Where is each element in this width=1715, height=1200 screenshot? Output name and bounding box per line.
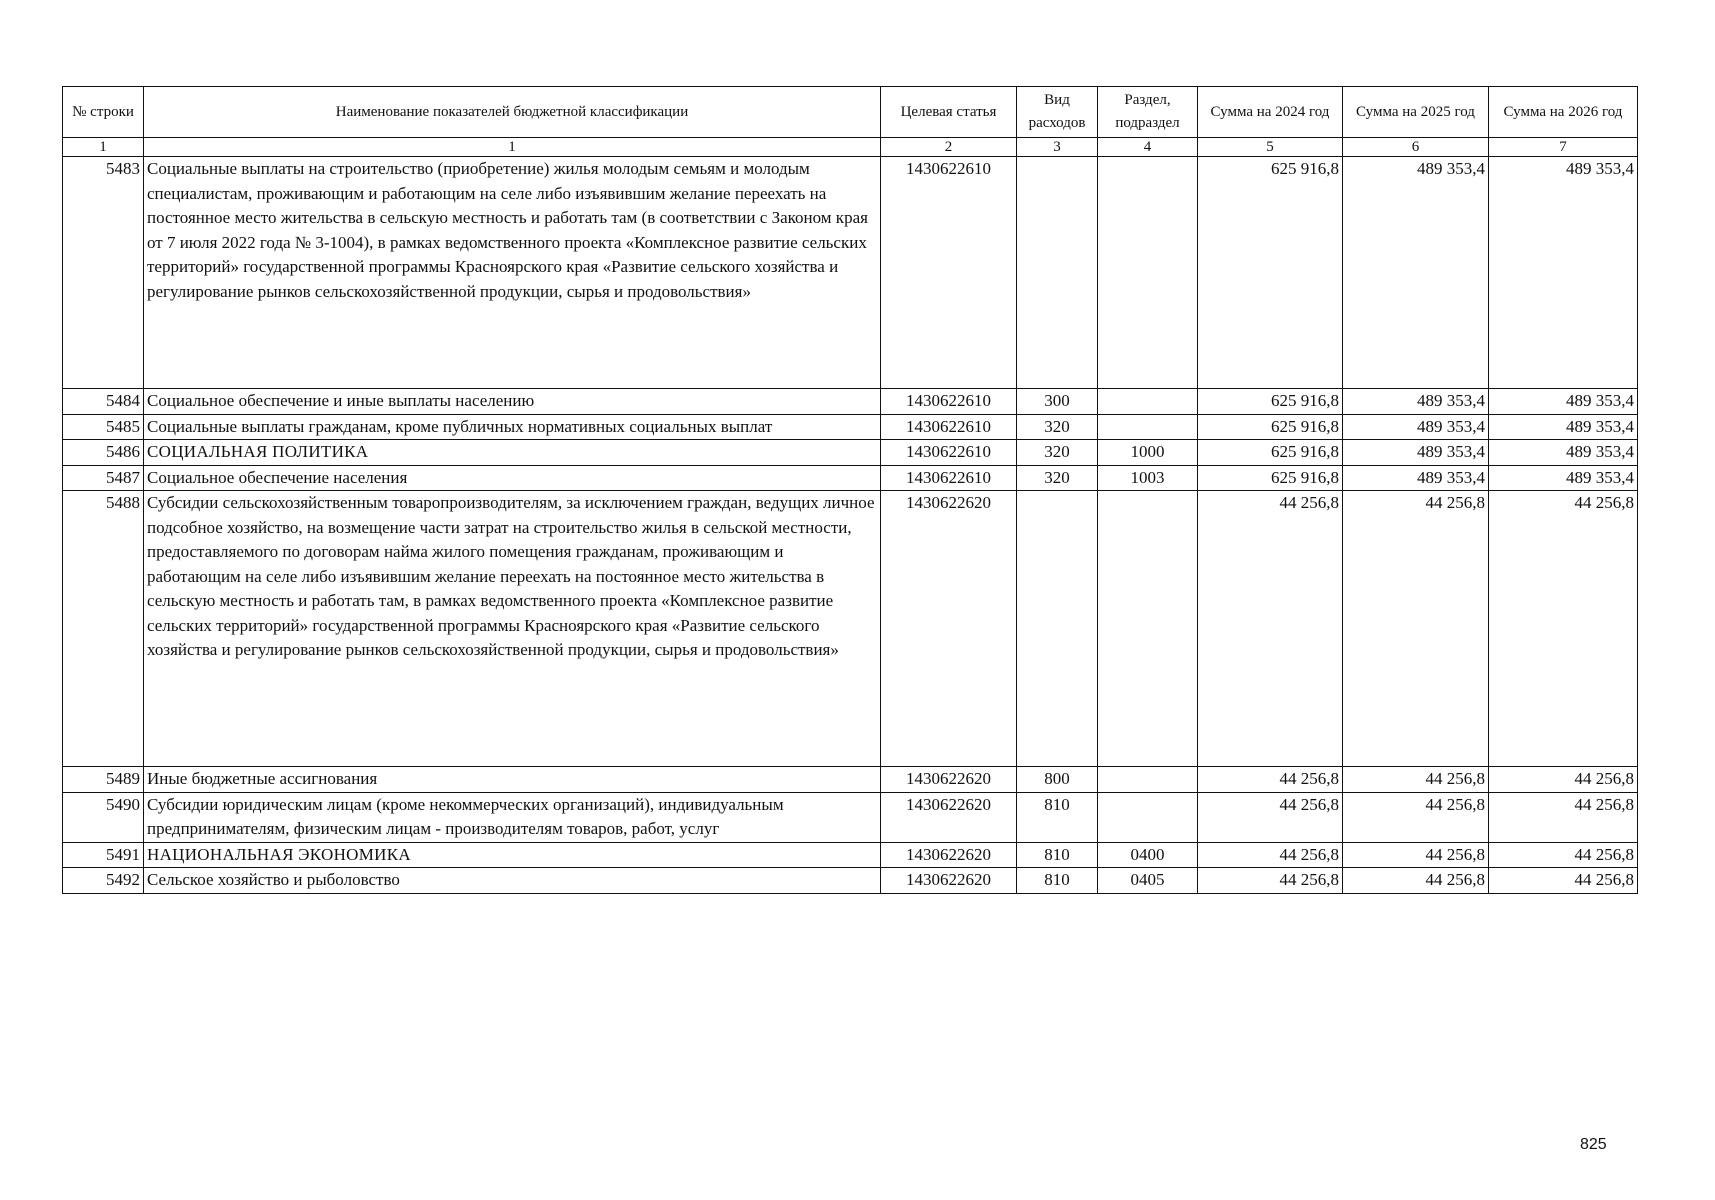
- target-article: 1430622610: [881, 157, 1017, 389]
- target-article: 1430622610: [881, 465, 1017, 491]
- sum-2024: 44 256,8: [1198, 767, 1343, 793]
- sum-2025: 489 353,4: [1343, 414, 1489, 440]
- row-number: 5490: [63, 792, 144, 842]
- expense-type: 320: [1017, 465, 1098, 491]
- section-code: [1098, 157, 1198, 389]
- expense-type: 810: [1017, 868, 1098, 894]
- row-number: 5488: [63, 491, 144, 767]
- sum-2025: 489 353,4: [1343, 465, 1489, 491]
- row-number: 5484: [63, 389, 144, 415]
- header-section: Раздел, подраздел: [1098, 87, 1198, 138]
- column-numbers-row: [63, 138, 1638, 157]
- row-number: 5483: [63, 157, 144, 389]
- section-code: [1098, 491, 1198, 767]
- table-row: [63, 767, 1638, 793]
- row-number: 5489: [63, 767, 144, 793]
- sum-2026: 489 353,4: [1489, 440, 1638, 466]
- table-body: [63, 157, 1638, 894]
- table-row: [63, 389, 1638, 415]
- header-sum-2026: Сумма на 2026 год: [1489, 87, 1638, 138]
- section-code: 1003: [1098, 465, 1198, 491]
- section-code: [1098, 389, 1198, 415]
- expense-type: [1017, 491, 1098, 767]
- sum-2024: 625 916,8: [1198, 389, 1343, 415]
- sum-2026: 44 256,8: [1489, 792, 1638, 842]
- table-header-row: [63, 87, 1638, 138]
- header-name: Наименование показателей бюджетной классификации: [144, 87, 881, 138]
- table-row: [63, 491, 1638, 767]
- column-number: 1: [63, 138, 144, 157]
- target-article: 1430622610: [881, 440, 1017, 466]
- indicator-name: Социальные выплаты на строительство (приобретение) жилья молодым семьям и молодым специалистам, проживающим и работающим на селе либо изъявившим желание переехать на постоянное место жительства в сельскую местность и работать там (в соответствии с Законом края от 7 июля 2022 года № 3-1004), в рамках ведомственного проекта «Комплексное развитие сельских территорий» государственной программы Красноярского края «Развитие сельского хозяйства и регулирование рынков сельскохозяйственной продукции, сырья и продовольствия»: [144, 157, 881, 389]
- section-code: 0400: [1098, 842, 1198, 868]
- target-article: 1430622610: [881, 414, 1017, 440]
- indicator-name: Социальные выплаты гражданам, кроме публичных нормативных социальных выплат: [144, 414, 881, 440]
- sum-2025: 44 256,8: [1343, 842, 1489, 868]
- section-code: [1098, 792, 1198, 842]
- sum-2024: 44 256,8: [1198, 842, 1343, 868]
- header-expense-type: Вид расходов: [1017, 87, 1098, 138]
- sum-2025: 489 353,4: [1343, 389, 1489, 415]
- sum-2025: 44 256,8: [1343, 868, 1489, 894]
- indicator-name: НАЦИОНАЛЬНАЯ ЭКОНОМИКА: [144, 842, 881, 868]
- row-number: 5486: [63, 440, 144, 466]
- sum-2026: 489 353,4: [1489, 157, 1638, 389]
- row-number: 5487: [63, 465, 144, 491]
- sum-2025: 489 353,4: [1343, 440, 1489, 466]
- sum-2024: 625 916,8: [1198, 414, 1343, 440]
- sum-2026: 44 256,8: [1489, 842, 1638, 868]
- column-number: 5: [1198, 138, 1343, 157]
- expense-type: [1017, 157, 1098, 389]
- sum-2025: 44 256,8: [1343, 767, 1489, 793]
- sum-2025: 44 256,8: [1343, 792, 1489, 842]
- sum-2025: 489 353,4: [1343, 157, 1489, 389]
- sum-2024: 625 916,8: [1198, 465, 1343, 491]
- section-code: [1098, 414, 1198, 440]
- table-row: [63, 157, 1638, 389]
- target-article: 1430622610: [881, 389, 1017, 415]
- sum-2026: 44 256,8: [1489, 868, 1638, 894]
- sum-2024: 44 256,8: [1198, 792, 1343, 842]
- expense-type: 320: [1017, 414, 1098, 440]
- section-code: 0405: [1098, 868, 1198, 894]
- row-number: 5491: [63, 842, 144, 868]
- column-number: 4: [1098, 138, 1198, 157]
- indicator-name: Сельское хозяйство и рыболовство: [144, 868, 881, 894]
- sum-2026: 489 353,4: [1489, 389, 1638, 415]
- budget-classification-table: [62, 86, 1638, 894]
- table-row: [63, 414, 1638, 440]
- header-row-number: № строки: [63, 87, 144, 138]
- row-number: 5492: [63, 868, 144, 894]
- target-article: 1430622620: [881, 868, 1017, 894]
- table-row: [63, 465, 1638, 491]
- sum-2024: 625 916,8: [1198, 157, 1343, 389]
- column-number: 1: [144, 138, 881, 157]
- header-sum-2025: Сумма на 2025 год: [1343, 87, 1489, 138]
- indicator-name: Социальное обеспечение населения: [144, 465, 881, 491]
- page-number: 825: [1580, 1136, 1607, 1153]
- sum-2025: 44 256,8: [1343, 491, 1489, 767]
- indicator-name: Социальное обеспечение и иные выплаты населению: [144, 389, 881, 415]
- column-number: 3: [1017, 138, 1098, 157]
- sum-2024: 625 916,8: [1198, 440, 1343, 466]
- header-sum-2024: Сумма на 2024 год: [1198, 87, 1343, 138]
- expense-type: 810: [1017, 842, 1098, 868]
- header-target-article: Целевая статья: [881, 87, 1017, 138]
- indicator-name: СОЦИАЛЬНАЯ ПОЛИТИКА: [144, 440, 881, 466]
- expense-type: 320: [1017, 440, 1098, 466]
- expense-type: 810: [1017, 792, 1098, 842]
- column-number: 6: [1343, 138, 1489, 157]
- sum-2026: 44 256,8: [1489, 491, 1638, 767]
- target-article: 1430622620: [881, 842, 1017, 868]
- row-number: 5485: [63, 414, 144, 440]
- table-row: [63, 842, 1638, 868]
- section-code: 1000: [1098, 440, 1198, 466]
- sum-2024: 44 256,8: [1198, 868, 1343, 894]
- table-row: [63, 792, 1638, 842]
- column-number: 7: [1489, 138, 1638, 157]
- indicator-name: Субсидии сельскохозяйственным товаропроизводителям, за исключением граждан, ведущих личное подсобное хозяйство, на возмещение части затрат на строительство жилья в сельской местности, предоставляемого по договорам найма жилого помещения гражданам, проживающим и работающим на селе либо изъявившим желание переехать на постоянное место жительства в сельскую местность и работать там, в рамках ведомственного проекта «Комплексное развитие сельских территорий» государственной программы Красноярского края «Развитие сельского хозяйства и регулирование рынков сельскохозяйственной продукции, сырья и продовольствия»: [144, 491, 881, 767]
- table-row: [63, 868, 1638, 894]
- expense-type: 300: [1017, 389, 1098, 415]
- target-article: 1430622620: [881, 767, 1017, 793]
- target-article: 1430622620: [881, 792, 1017, 842]
- expense-type: 800: [1017, 767, 1098, 793]
- sum-2026: 44 256,8: [1489, 767, 1638, 793]
- sum-2026: 489 353,4: [1489, 414, 1638, 440]
- indicator-name: Иные бюджетные ассигнования: [144, 767, 881, 793]
- section-code: [1098, 767, 1198, 793]
- sum-2026: 489 353,4: [1489, 465, 1638, 491]
- indicator-name: Субсидии юридическим лицам (кроме некоммерческих организаций), индивидуальным предпринимателям, физическим лицам - производителям товаров, работ, услуг: [144, 792, 881, 842]
- column-number: 2: [881, 138, 1017, 157]
- table-row: [63, 440, 1638, 466]
- target-article: 1430622620: [881, 491, 1017, 767]
- sum-2024: 44 256,8: [1198, 491, 1343, 767]
